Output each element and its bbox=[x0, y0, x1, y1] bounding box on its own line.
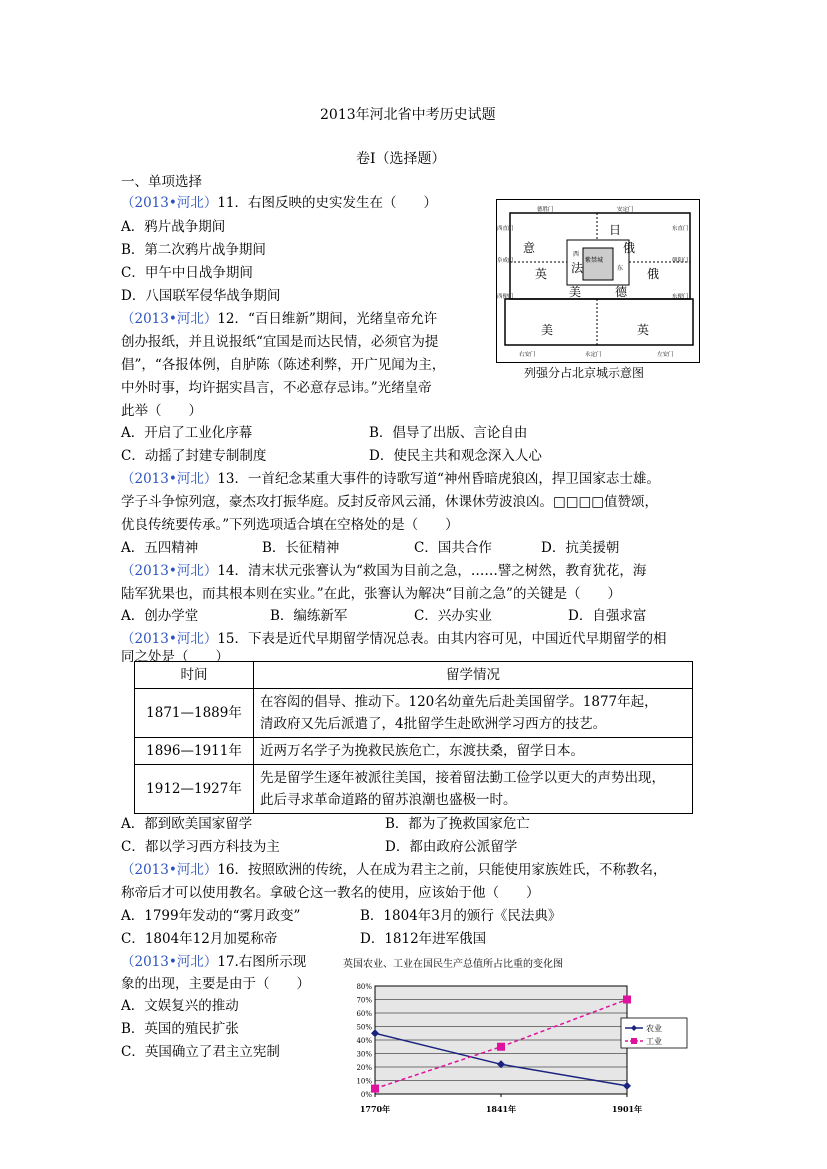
q12-option-b: B．倡导了出版、言论自由 bbox=[369, 425, 528, 441]
q13-option-a: A．五四精神 bbox=[121, 540, 199, 556]
q11-text: 11．右图反映的史实发生在（ ） bbox=[217, 195, 438, 211]
map-region: 俄 bbox=[623, 241, 636, 255]
map-region: 美 bbox=[569, 285, 582, 299]
gate-label: 阜成门 bbox=[497, 258, 514, 264]
data-point bbox=[497, 1043, 505, 1051]
q12-option-a: A．开启了工业化序幕 bbox=[121, 425, 253, 441]
table-row bbox=[135, 765, 693, 814]
table-row bbox=[135, 689, 693, 738]
question-15-line1 bbox=[121, 627, 667, 647]
map-inner-label: 紫禁城 bbox=[585, 257, 604, 264]
data-point bbox=[371, 1085, 379, 1093]
q12-option-d: D．使民主共和观念深入人心 bbox=[369, 448, 542, 464]
map-region: 英 bbox=[637, 323, 650, 337]
gate-label: 西便门 bbox=[497, 294, 514, 300]
q15-text: 15．下表是近代早期留学情况总表。由其内容可见，中国近代早期留学的相 bbox=[217, 631, 667, 647]
q14-option-b: B．编练新军 bbox=[270, 608, 348, 624]
table-header-row bbox=[135, 662, 693, 689]
gate-label: 左安门 bbox=[657, 352, 674, 358]
q11-option-c: C．甲午中日战争期间 bbox=[121, 265, 253, 281]
q15-option-d: D．都由政府公派留学 bbox=[385, 839, 518, 855]
gate-label: 朝阳门 bbox=[672, 258, 689, 264]
x-tick-label: 1901年 bbox=[611, 1104, 643, 1114]
cell-line: 先是留学生逐年被派往美国，接着留法勤工俭学以更大的声势出现， bbox=[260, 770, 665, 786]
table-cell-time: 1896—1911年 bbox=[135, 738, 254, 765]
q11-option-a: A．鸦片战争期间 bbox=[121, 219, 226, 235]
document-title: 2013年河北省中考历史试题 bbox=[320, 107, 496, 123]
q13-option-d: D．抗美援朝 bbox=[541, 540, 620, 556]
x-tick-label: 1770年 bbox=[359, 1104, 391, 1114]
gate-label: 永定门 bbox=[585, 352, 602, 358]
q17-option-b: B．英国的殖民扩张 bbox=[121, 1021, 239, 1037]
cell-line: 此后寻求革命道路的留苏浪潮也盛极一时。 bbox=[260, 792, 517, 808]
legend-label: 农业 bbox=[646, 1024, 662, 1033]
question-12-line1 bbox=[121, 307, 437, 327]
cell-line: 近两万名学子为挽救民族危亡，东渡扶桑，留学日本。 bbox=[260, 743, 584, 759]
gate-label: 德胜门 bbox=[537, 207, 554, 213]
q17-option-c: C．英国确立了君主立宪制 bbox=[121, 1044, 280, 1060]
q13-option-c: C．国共合作 bbox=[414, 540, 492, 556]
source-tag: （2013•河北） bbox=[121, 563, 218, 579]
table-cell-content bbox=[254, 689, 693, 738]
q17-option-a: A．文娱复兴的推动 bbox=[121, 998, 239, 1014]
q11-option-b: B．第二次鸦片战争期间 bbox=[121, 242, 266, 258]
source-tag: （2013•河北） bbox=[121, 631, 218, 647]
q15-line: 同之处是（ ） bbox=[121, 649, 229, 665]
map-caption: 列强分占北京城示意图 bbox=[524, 366, 645, 380]
q14-option-a: A．创办学堂 bbox=[121, 608, 199, 624]
q12-line: 创办报纸，并且说报纸“宜国是而达民情，必须官为提 bbox=[121, 334, 439, 350]
beijing-occupation-map bbox=[496, 199, 700, 363]
map-region: 俄 bbox=[647, 267, 660, 281]
map-region: 英 bbox=[535, 267, 548, 281]
map-region: 德 bbox=[615, 285, 628, 299]
y-tick-label: 30% bbox=[356, 1050, 372, 1059]
q15-option-c: C．都以学习西方科技为主 bbox=[121, 839, 280, 855]
map-inner-label: 西 bbox=[573, 251, 580, 258]
section-title: 一、单项选择 bbox=[121, 174, 202, 190]
y-tick-label: 0% bbox=[360, 1091, 372, 1099]
gate-label: 安定门 bbox=[617, 207, 634, 213]
y-tick-label: 70% bbox=[356, 996, 372, 1005]
uk-economy-chart bbox=[337, 956, 662, 1116]
cell-line: 在容闳的倡导、推动下。120名幼童先后赴美国留学。1877年起， bbox=[260, 694, 658, 710]
y-tick-label: 50% bbox=[356, 1023, 372, 1032]
map-inner-label: 东 bbox=[617, 265, 624, 272]
source-tag: （2013•河北） bbox=[121, 954, 218, 970]
source-tag: （2013•河北） bbox=[121, 311, 218, 327]
volume-title: 卷Ⅰ（选择题） bbox=[356, 151, 446, 167]
table-cell-content bbox=[254, 738, 693, 765]
q16-option-c: C．1804年12月加冕称帝 bbox=[121, 931, 278, 947]
table-cell-content bbox=[254, 765, 693, 814]
q15-option-b: B．都为了挽救国家危亡 bbox=[385, 816, 530, 832]
table-cell-time: 1871—1889年 bbox=[135, 689, 254, 738]
q16-option-d: D．1812年进军俄国 bbox=[360, 931, 487, 947]
gate-label: 东便门 bbox=[672, 294, 689, 300]
question-13-line1 bbox=[121, 467, 660, 487]
gate-label: 西直门 bbox=[497, 226, 514, 232]
question-14-line1 bbox=[121, 559, 646, 579]
gate-label: 右安门 bbox=[519, 352, 536, 358]
source-tag: （2013•河北） bbox=[121, 195, 218, 211]
q16-text: 16．按照欧洲的传统，人在成为君主之前，只能使用家族姓氏，不称教名， bbox=[217, 862, 667, 878]
q16-line: 称帝后才可以使用教名。拿破仑这一教名的使用，应该始于他（ ） bbox=[121, 885, 540, 901]
q16-option-a: A．1799年发动的“雾月政变” bbox=[121, 908, 301, 924]
chart-title: 英国农业、工业在国民生产总值所占比重的变化图 bbox=[343, 959, 563, 970]
q12-option-c: C．动摇了封建专制制度 bbox=[121, 448, 267, 464]
map-region: 美 bbox=[541, 323, 554, 337]
q12-line: 此举（ ） bbox=[121, 403, 202, 419]
gate-label: 东直门 bbox=[672, 226, 689, 232]
table-header-content: 留学情况 bbox=[254, 662, 693, 689]
q13-line: 学子斗争惊列寇，豪杰攻打振华庭。反封反帝风云涌，休课休劳波浪凶。□□□□值赞颂， bbox=[121, 494, 659, 510]
source-tag: （2013•河北） bbox=[121, 471, 218, 487]
q14-line: 陆军犹果也，而其根本则在实业。”在此，张謇认为解决“目前之急”的关键是（ ） bbox=[121, 586, 621, 602]
study-abroad-table bbox=[134, 661, 693, 814]
q13-option-b: B．长征精神 bbox=[262, 540, 340, 556]
y-tick-label: 10% bbox=[356, 1077, 372, 1086]
legend-marker bbox=[631, 1038, 637, 1044]
question-17-line1 bbox=[121, 950, 306, 970]
q14-option-d: D．自强求富 bbox=[568, 608, 647, 624]
table-row bbox=[135, 738, 693, 765]
table-cell-time: 1912—1927年 bbox=[135, 765, 254, 814]
q14-option-c: C．兴办实业 bbox=[414, 608, 492, 624]
y-tick-label: 80% bbox=[356, 983, 372, 991]
cell-line: 清政府又先后派遣了，4批留学生赴欧洲学习西方的技艺。 bbox=[260, 716, 607, 732]
q12-line: 倡”，“各报体例，自胪陈（陈述利弊，开广见闻为主， bbox=[121, 357, 446, 373]
legend-label: 工业 bbox=[646, 1037, 662, 1046]
q17-text: 17.右图所示现 bbox=[217, 954, 307, 970]
q13-line: 优良传统要传承。”下列选项适合填在空格处的是（ ） bbox=[121, 517, 459, 533]
x-tick-label: 1841年 bbox=[485, 1104, 517, 1114]
question-11-stem bbox=[121, 191, 437, 211]
data-point bbox=[623, 996, 631, 1004]
map-region: 意 bbox=[523, 241, 536, 255]
q13-text: 13．一首纪念某重大事件的诗歌写道“神州昏暗虎狼凶，捍卫国家志士雄。 bbox=[217, 471, 660, 487]
map-region: 日 bbox=[609, 223, 622, 237]
q12-text: 12．“百日维新”期间，光绪皇帝允许 bbox=[217, 311, 438, 327]
q16-option-b: B．1804年3月的颁行《民法典》 bbox=[360, 908, 562, 924]
y-tick-label: 40% bbox=[356, 1037, 372, 1045]
q11-option-d: D．八国联军侵华战争期间 bbox=[121, 288, 281, 304]
table-header-time: 时间 bbox=[135, 662, 254, 689]
source-tag: （2013•河北） bbox=[121, 862, 218, 878]
q15-option-a: A．都到欧美国家留学 bbox=[121, 816, 253, 832]
q17-line: 象的出现，主要是由于（ ） bbox=[121, 976, 310, 992]
y-tick-label: 60% bbox=[356, 1010, 372, 1018]
y-tick-label: 20% bbox=[356, 1064, 372, 1072]
q14-text: 14．清末状元张謇认为“救国为目前之急，……譬之树然，教育犹花，海 bbox=[217, 563, 647, 579]
q12-line: 中外时事，均许据实昌言，不必意存忌讳。”光绪皇帝 bbox=[121, 380, 432, 396]
question-16-line1 bbox=[121, 858, 667, 878]
map-region: 法 bbox=[571, 261, 584, 275]
